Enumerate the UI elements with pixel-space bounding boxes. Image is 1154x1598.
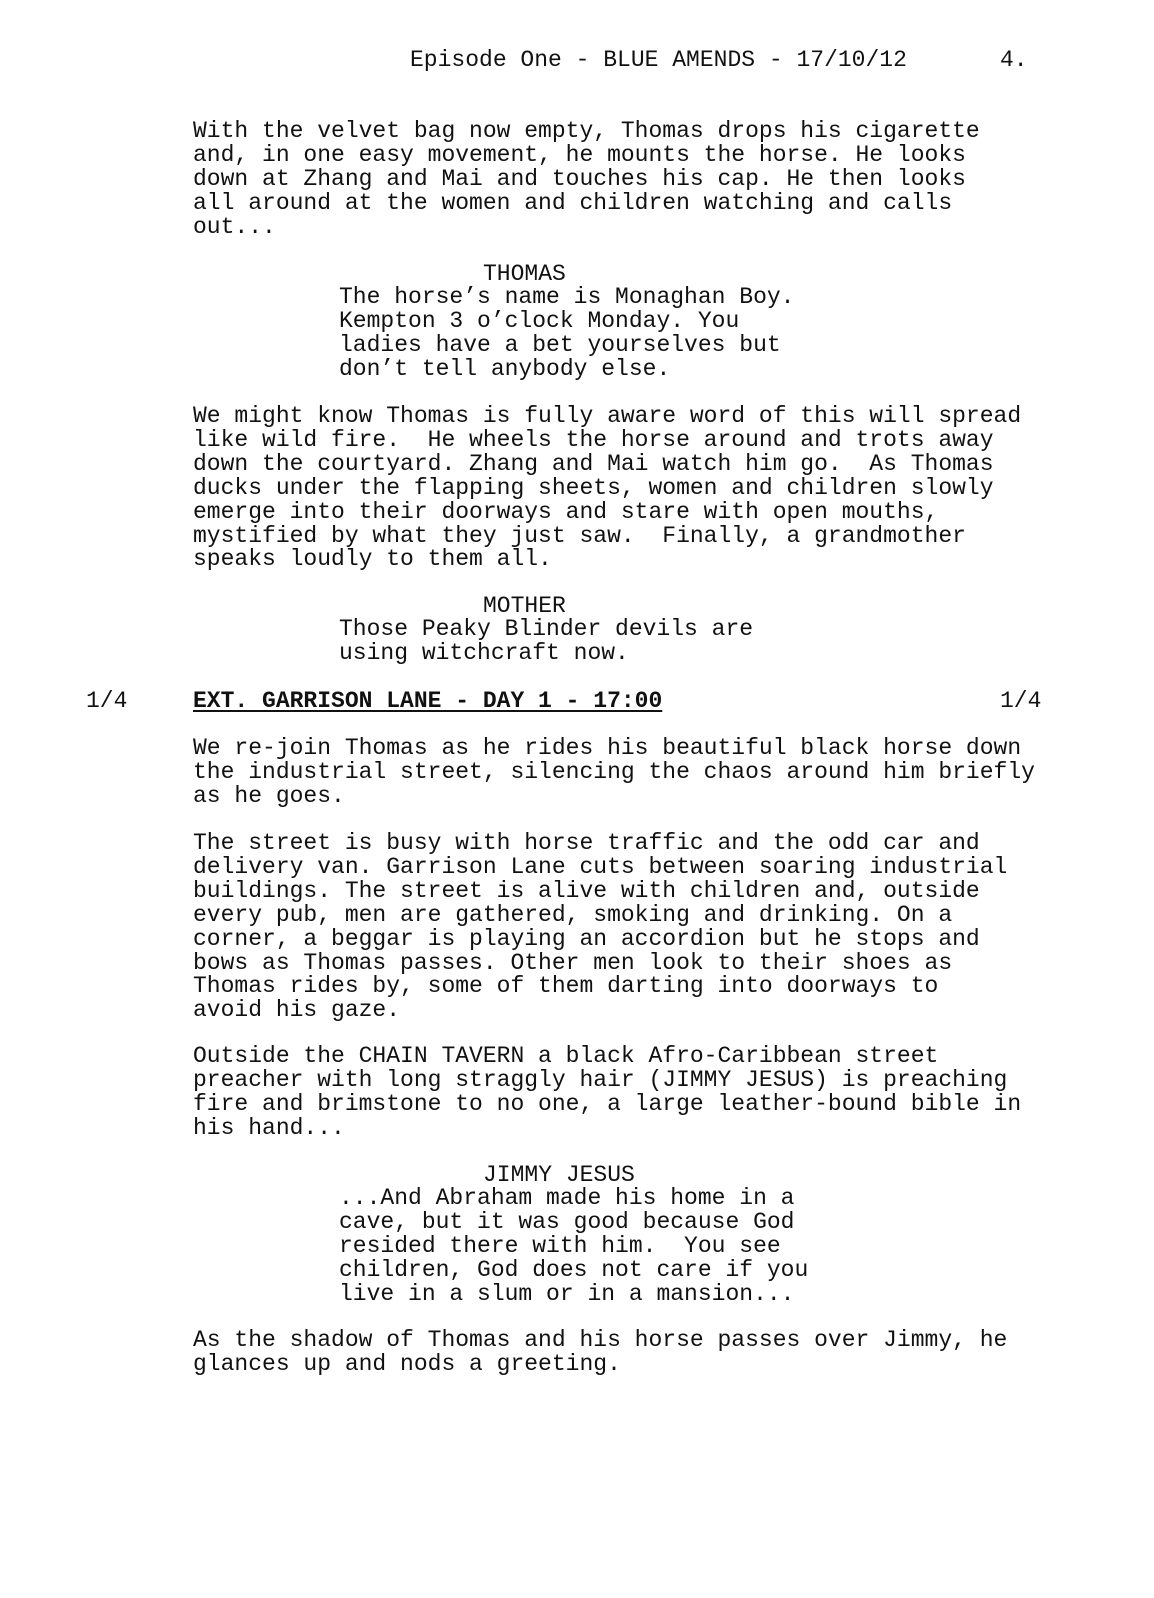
page-number: 4. [1000, 47, 1028, 73]
dialogue: ...And Abraham made his home in a cave, but it was good because God resided there with him. You see children, God does not care if you live in a slum or in a mansion... [339, 1185, 809, 1307]
action-paragraph: We might know Thomas is fully aware word of this will spread like wild fire. He wheels the horse around and trots away down the courtyard. Zhang and Mai watch him go. As Thomas ducks under the flapping sheets, women and children slowly emerge into their doorways and stare with open mouths, mystified by what they just saw. Finally, a grandmother speaks loudly to them all. [193, 403, 1022, 573]
character-name: MOTHER [483, 593, 566, 619]
character-name: JIMMY JESUS [483, 1162, 635, 1188]
dialogue: Those Peaky Blinder devils are using witchcraft now. [339, 616, 754, 666]
action-paragraph: We re-join Thomas as he rides his beautiful black horse down the industrial street, silencing the chaos around him briefly as he goes. [193, 735, 1035, 809]
dialogue: The horse’s name is Monaghan Boy. Kempton 3 o’clock Monday. You ladies have a bet yourselves but don’t tell anybody else. [339, 284, 795, 382]
scene-heading: EXT. GARRISON LANE - DAY 1 - 17:00 [193, 688, 663, 714]
page-header-title: Episode One - BLUE AMENDS - 17/10/12 [410, 47, 907, 73]
scene-number-right: 1/4 [1000, 688, 1042, 714]
character-name: THOMAS [483, 261, 566, 287]
action-paragraph: Outside the CHAIN TAVERN a black Afro-Caribbean street preacher with long straggly hair (JIMMY JESUS) is preaching fire and brimstone to no one, a large leather-bound bible in his hand... [193, 1043, 1022, 1141]
action-paragraph: The street is busy with horse traffic and the odd car and delivery van. Garrison Lane cuts between soaring industrial buildings. The street is alive with children and, outside every pub, men are gathered, smoking and drinking. On a corner, a beggar is playing an accordion but he stops and bows as Thomas passes. Other men look to their shoes as Thomas rides by, some of them darting into doorways to avoid his gaze. [193, 830, 1008, 1024]
action-paragraph: With the velvet bag now empty, Thomas drops his cigarette and, in one easy movement, he mounts the horse. He looks down at Zhang and Mai and touches his cap. He then looks all around at the women and children watching and calls out... [193, 118, 980, 240]
scene-number-left: 1/4 [86, 688, 128, 714]
action-paragraph: As the shadow of Thomas and his horse passes over Jimmy, he glances up and nods a greeting. [193, 1327, 1008, 1377]
